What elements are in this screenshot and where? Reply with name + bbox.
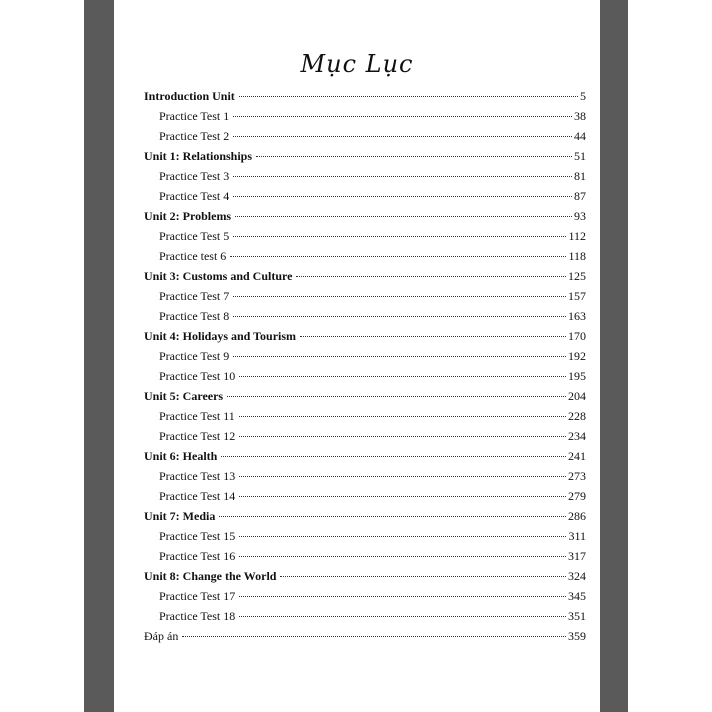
toc-entry-label: Practice Test 10 — [159, 369, 236, 383]
toc-entry — [144, 426, 586, 446]
toc-entry — [144, 606, 586, 626]
dot-leader — [233, 316, 566, 317]
toc-entry-label: Practice Test 7 — [159, 289, 230, 303]
toc-entry-page: 112 — [568, 229, 586, 243]
toc-entry-label: Unit 4: Holidays and Tourism — [144, 329, 297, 343]
toc-entry-label: Introduction Unit — [144, 89, 235, 103]
toc-entry-page: 345 — [568, 589, 586, 603]
toc-entry-page: 234 — [568, 429, 586, 443]
toc-entry — [144, 86, 586, 106]
toc-entry-label: Practice Test 9 — [159, 349, 230, 363]
dot-leader — [219, 516, 566, 517]
dot-leader — [233, 116, 572, 117]
page-title: Mục Lục — [300, 50, 414, 78]
dot-leader — [239, 496, 566, 497]
toc-entry-label: Practice Test 15 — [159, 529, 236, 543]
toc-entry-page: 125 — [568, 269, 586, 283]
toc-entry — [144, 326, 586, 346]
toc-entry-page: 279 — [568, 489, 586, 503]
toc-entry-page: 81 — [574, 169, 586, 183]
dot-leader — [239, 476, 566, 477]
toc-entry-page: 351 — [568, 609, 586, 623]
toc-entry — [144, 366, 586, 386]
dot-leader — [233, 356, 566, 357]
toc-entry — [144, 266, 586, 286]
dot-leader — [300, 336, 566, 337]
toc-entry — [144, 206, 586, 226]
dot-leader — [233, 196, 572, 197]
dot-leader — [239, 616, 566, 617]
toc-entry — [144, 546, 586, 566]
toc-entry-label: Unit 5: Careers — [144, 389, 224, 403]
dot-leader — [233, 136, 572, 137]
toc-entry-label: Practice Test 18 — [159, 609, 236, 623]
toc-entry — [144, 346, 586, 366]
toc-entry — [144, 586, 586, 606]
toc-entry-label: Practice Test 14 — [159, 489, 236, 503]
dot-leader — [182, 636, 566, 637]
toc-entry-label: Practice Test 11 — [159, 409, 235, 423]
dot-leader — [256, 156, 572, 157]
toc-entry-page: 44 — [574, 129, 586, 143]
toc-entry-label: Practice Test 2 — [159, 129, 230, 143]
toc-entry-page: 286 — [568, 509, 586, 523]
dot-leader — [296, 276, 566, 277]
toc-entry — [144, 466, 586, 486]
toc-entry — [144, 486, 586, 506]
dot-leader — [239, 556, 566, 557]
toc-entry-page: 157 — [568, 289, 586, 303]
toc-entry-page: 359 — [568, 629, 586, 643]
toc-entry-label: Practice Test 17 — [159, 589, 236, 603]
toc-entry-label: Practice Test 13 — [159, 469, 236, 483]
toc-entry-page: 241 — [568, 449, 586, 463]
toc-entry — [144, 306, 586, 326]
toc-entry-page: 317 — [568, 549, 586, 563]
table-of-contents — [144, 86, 586, 646]
toc-entry — [144, 106, 586, 126]
toc-entry-label: Unit 2: Problems — [144, 209, 232, 223]
toc-entry-label: Practice Test 3 — [159, 169, 230, 183]
dot-leader — [233, 296, 566, 297]
toc-entry — [144, 566, 586, 586]
toc-entry-page: 87 — [574, 189, 586, 203]
dot-leader — [239, 596, 566, 597]
toc-entry-label: Practice Test 12 — [159, 429, 236, 443]
toc-entry-page: 5 — [580, 89, 586, 103]
toc-entry — [144, 166, 586, 186]
toc-entry-page: 228 — [568, 409, 586, 423]
toc-entry-label: Unit 1: Relationships — [144, 149, 253, 163]
toc-entry-page: 51 — [574, 149, 586, 163]
dot-leader — [239, 436, 566, 437]
toc-entry-page: 170 — [568, 329, 586, 343]
toc-entry — [144, 126, 586, 146]
toc-entry — [144, 386, 586, 406]
toc-entry — [144, 246, 586, 266]
toc-entry — [144, 446, 586, 466]
toc-entry-label: Practice Test 1 — [159, 109, 230, 123]
dot-leader — [239, 536, 566, 537]
toc-entry-page: 93 — [574, 209, 586, 223]
dot-leader — [233, 176, 572, 177]
dot-leader — [233, 236, 566, 237]
toc-entry-label: Practice Test 8 — [159, 309, 230, 323]
toc-entry — [144, 146, 586, 166]
toc-entry — [144, 526, 586, 546]
toc-entry-page: 118 — [568, 249, 586, 263]
toc-entry-label: Unit 3: Customs and Culture — [144, 269, 293, 283]
toc-entry-page: 163 — [568, 309, 586, 323]
toc-entry-page: 195 — [568, 369, 586, 383]
toc-entry-page: 273 — [568, 469, 586, 483]
toc-entry-label: Practice test 6 — [159, 249, 227, 263]
toc-entry-label: Unit 8: Change the World — [144, 569, 277, 583]
toc-entry-page: 311 — [568, 529, 586, 543]
dot-leader — [227, 396, 566, 397]
toc-entry-page: 204 — [568, 389, 586, 403]
toc-entry — [144, 286, 586, 306]
toc-entry-page: 38 — [574, 109, 586, 123]
toc-entry-page: 324 — [568, 569, 586, 583]
toc-entry-label: Unit 7: Media — [144, 509, 216, 523]
toc-entry-label: Practice Test 4 — [159, 189, 230, 203]
toc-entry-label: Unit 6: Health — [144, 449, 218, 463]
toc-entry-page: 192 — [568, 349, 586, 363]
toc-entry — [144, 506, 586, 526]
toc-entry — [144, 226, 586, 246]
dot-leader — [239, 96, 578, 97]
dot-leader — [280, 576, 566, 577]
toc-entry-label: Đáp án — [144, 629, 179, 643]
dot-leader — [239, 416, 566, 417]
toc-entry — [144, 186, 586, 206]
dot-leader — [235, 216, 572, 217]
toc-entry — [144, 626, 586, 646]
toc-entry-label: Practice Test 5 — [159, 229, 230, 243]
dot-leader — [239, 376, 566, 377]
toc-entry — [144, 406, 586, 426]
dot-leader — [221, 456, 566, 457]
dot-leader — [230, 256, 566, 257]
toc-entry-label: Practice Test 16 — [159, 549, 236, 563]
document-page — [114, 0, 600, 712]
